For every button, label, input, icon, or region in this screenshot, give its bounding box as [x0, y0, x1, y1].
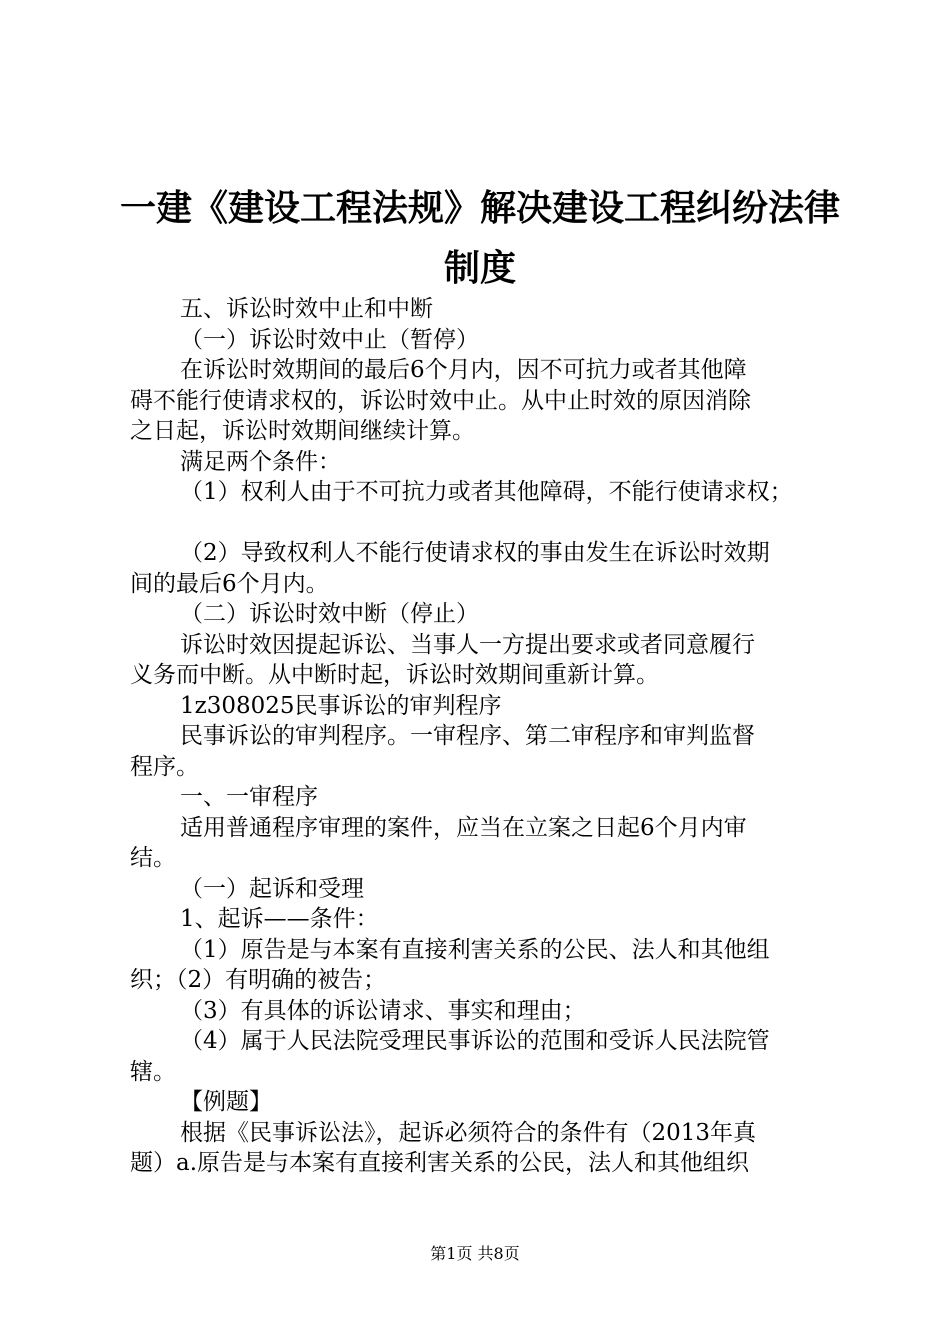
subsection-heading: （二）诉讼时效中断（停止） [180, 601, 479, 627]
paragraph-line: 诉讼时效因提起诉讼、当事人一方提出要求或者同意履行 [180, 631, 755, 658]
document-title-line-1: 一建《建设工程法规》解决建设工程纠纷法律 [120, 188, 841, 229]
list-item: 织；（2）有明确的被告； [130, 967, 387, 993]
paragraph-line: 在诉讼时效期间的最后6个月内，因不可抗力或者其他障 [180, 357, 747, 383]
subsection-heading: （一）起诉和受理 [180, 875, 364, 902]
paragraph-line: 题）a.原告是与本案有直接利害关系的公民，法人和其他组织 [130, 1150, 750, 1176]
paragraph-line: 根据《民事诉讼法》，起诉必须符合的条件有（2013年真 [180, 1119, 757, 1146]
paragraph-line: 义务而中断。从中断时起，诉讼时效期间重新计算。 [130, 662, 659, 688]
document-title-line-2: 制度 [443, 248, 516, 289]
subsection-heading: （一）诉讼时效中止（暂停） [180, 326, 479, 353]
list-item: （3）有具体的诉讼请求、事实和理由； [180, 997, 586, 1024]
paragraph-line: 之日起，诉讼时效期间继续计算。 [130, 418, 475, 444]
paragraph-line: 结。 [130, 845, 176, 871]
section-heading: 五、诉讼时效中止和中断 [180, 296, 433, 322]
paragraph-line: 碍不能行使请求权的，诉讼时效中止。从中止时效的原因消除 [130, 387, 751, 414]
list-item: （4）属于人民法院受理民事诉讼的范围和受诉人民法院管 [180, 1028, 770, 1054]
blank-line [130, 508, 850, 539]
list-item: （2）导致权利人不能行使请求权的事由发生在诉讼时效期 [180, 540, 770, 566]
paragraph-line: 程序。 [130, 753, 199, 780]
paragraph-line: 间的最后6个月内。 [130, 570, 329, 597]
document-body [130, 294, 850, 1179]
paragraph-line: 1、起诉——条件： [180, 906, 379, 932]
list-item: 辖。 [130, 1058, 176, 1085]
section-heading: 1z308025民事诉讼的审判程序 [180, 692, 502, 719]
example-heading: 【例题】 [180, 1089, 272, 1115]
paragraph-line: 适用普通程序审理的案件，应当在立案之日起6个月内审 [180, 814, 747, 841]
paragraph-line: 满足两个条件： [180, 448, 341, 475]
page-footer: 第1页 共8页 [430, 1244, 520, 1263]
paragraph-line: 民事诉讼的审判程序。一审程序、第二审程序和审判监督 [180, 723, 755, 749]
list-item: （1）原告是与本案有直接利害关系的公民、法人和其他组 [180, 936, 770, 963]
section-heading: 一、一审程序 [180, 784, 318, 810]
list-item: （1）权利人由于不可抗力或者其他障碍，不能行使请求权； [180, 479, 793, 505]
